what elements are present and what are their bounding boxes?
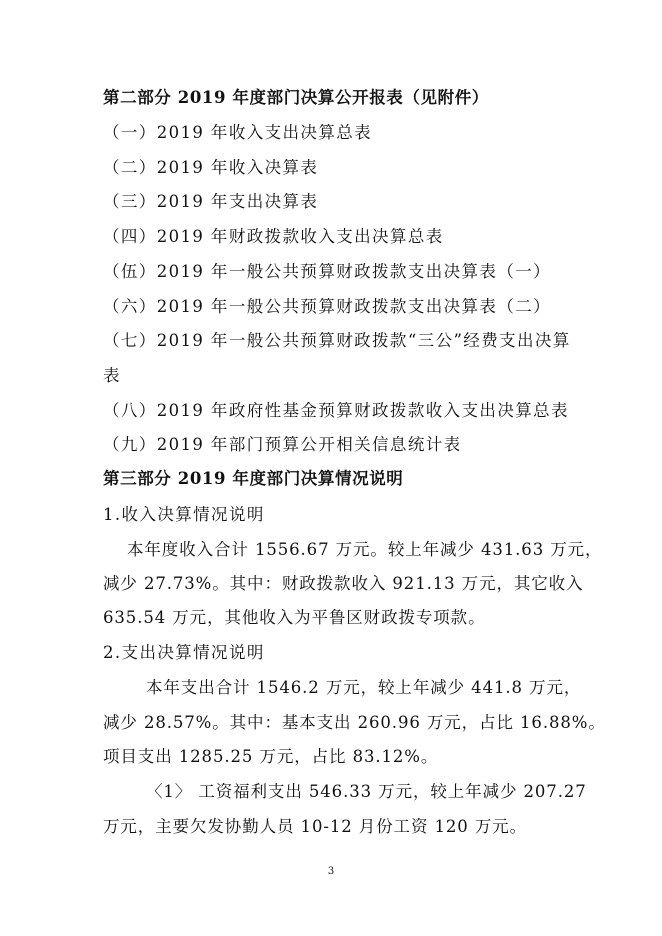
income-section-title: 1.收入决算情况说明 — [103, 505, 265, 524]
part2-heading: 第二部分 2019 年度部门决算公开报表（见附件） — [103, 88, 489, 107]
salary-paragraph-line-2: 万元，主要欠发协勤人员 10-12 月份工资 120 万元。 — [103, 817, 528, 836]
income-paragraph-line-1: 本年度收入合计 1556.67 万元。较上年减少 431.63 万元， — [127, 540, 603, 559]
part2-item-5: （伍）2019 年一般公共预算财政拨款支出决算表（一） — [103, 262, 552, 281]
part2-item-2: （二）2019 年收入决算表 — [103, 158, 319, 177]
part2-item-7: （七）2019 年一般公共预算财政拨款“三公”经费支出决算 — [103, 331, 571, 350]
page-number: 3 — [327, 866, 335, 877]
part2-item-1: （一）2019 年收入支出决算总表 — [103, 123, 373, 142]
part3-heading: 第三部分 2019 年度部门决算情况说明 — [103, 469, 404, 488]
expense-paragraph-line-2: 减少 28.57%。其中：基本支出 260.96 万元，占比 16.88%。 — [103, 713, 606, 732]
part2-item-6: （六）2019 年一般公共预算财政拨款支出决算表（二） — [103, 297, 552, 316]
part2-item-9: （九）2019 年部门预算公开相关信息统计表 — [103, 435, 462, 454]
expense-section-title: 2.支出决算情况说明 — [103, 643, 265, 662]
salary-paragraph-line-1: 〈1〉 工资福利支出 546.33 万元，较上年减少 207.27 — [146, 782, 587, 801]
income-paragraph-line-3: 635.54 万元，其他收入为平鲁区财政拨专项款。 — [103, 608, 486, 627]
income-paragraph-line-2: 减少 27.73%。其中：财政拨款收入 921.13 万元，其它收入 — [103, 574, 584, 593]
part2-item-3: （三）2019 年支出决算表 — [103, 192, 319, 211]
expense-paragraph-line-1: 本年支出合计 1546.2 万元，较上年减少 441.8 万元， — [146, 678, 582, 697]
part2-item-7-continued: 表 — [103, 366, 121, 385]
expense-paragraph-line-3: 项目支出 1285.25 万元，占比 83.12%。 — [103, 747, 439, 766]
part2-item-4: （四）2019 年财政拨款收入支出决算总表 — [103, 227, 444, 246]
part2-item-8: （八）2019 年政府性基金预算财政拨款收入支出决算总表 — [103, 401, 569, 420]
